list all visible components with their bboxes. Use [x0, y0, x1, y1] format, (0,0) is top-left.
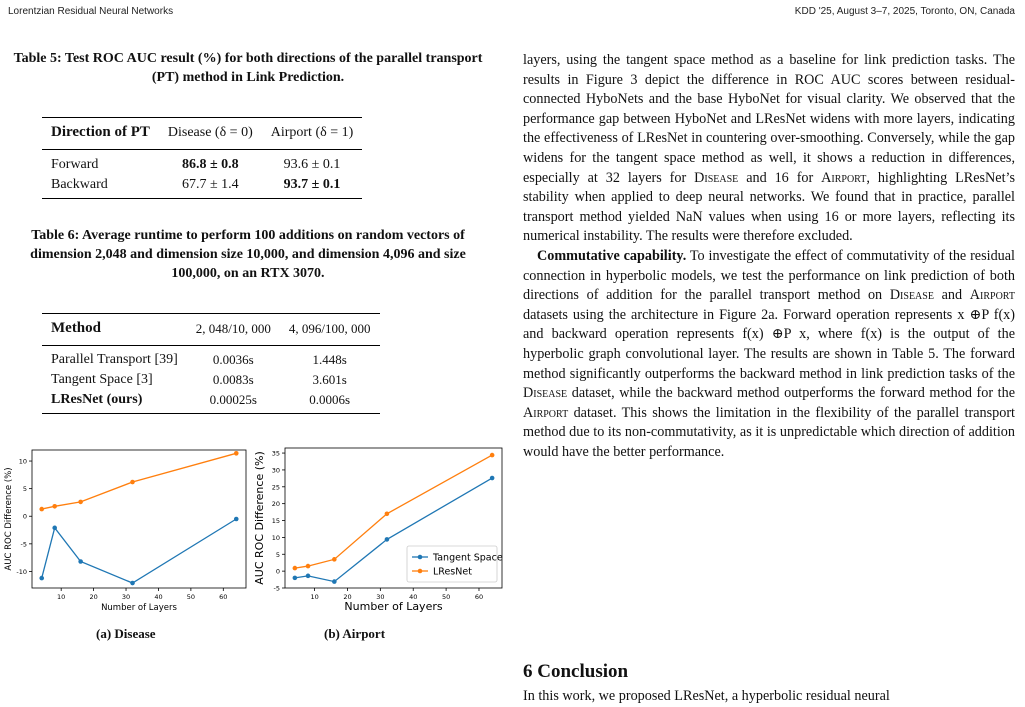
x-tick-label: 40 [409, 593, 418, 601]
chart-airport [250, 440, 515, 618]
x-axis-label: Number of Layers [344, 600, 443, 613]
dataset-name: Airport [523, 404, 569, 421]
legend-label: Tangent Space [433, 552, 503, 564]
x-tick-label: 10 [310, 593, 319, 601]
data-point [39, 576, 44, 581]
y-tick-label: 25 [271, 483, 280, 492]
table6-header: 2, 048/10, 000 [195, 320, 271, 336]
dataset-name: Disease [523, 385, 568, 402]
y-tick-label: -5 [273, 584, 280, 593]
y-tick-label: 20 [271, 500, 280, 509]
x-tick-label: 40 [154, 593, 163, 601]
legend-label: LResNet [433, 566, 472, 578]
text-run: dataset, while the backward method outperforms the forward method for the [567, 385, 1015, 402]
table6-caption: Table 6: Average runtime to perform 100 additions on random vectors of dimension 2,048 and dimension size 10,000, and dimension 4,096 and size 100,000, on an RTX 3070. [30, 228, 466, 281]
table-row [42, 175, 362, 199]
paragraph [523, 247, 1015, 463]
table6-cell: Tangent Space [3] [51, 372, 153, 387]
y-axis-label: AUC ROC Difference (%) [253, 451, 266, 585]
data-point [385, 537, 390, 542]
y-tick-label: 30 [271, 466, 280, 475]
data-point [130, 581, 135, 586]
data-point [234, 451, 239, 456]
dataset-name: Airport [969, 287, 1015, 304]
data-point [306, 574, 311, 579]
subcaption-b: (b) Airport [324, 626, 386, 641]
data-point [78, 500, 83, 505]
legend-marker [418, 555, 423, 560]
subcaption-a: (a) Disease [96, 626, 156, 641]
text-run: To investigate the effect of commutativity of the residual connection in hyperbolic models, we test the performance on link prediction of both directions of addition for the parallel transport method on [523, 247, 1015, 304]
table6-cell: 0.0036s [212, 352, 254, 367]
table5-header: Direction of PT [51, 124, 150, 140]
table6-cell: 0.0083s [212, 372, 254, 387]
x-tick-label: 30 [121, 593, 131, 601]
text-run: , highlighting LResNet’s stability when applied to deep neural networks. We found that in practice, parallel transport method yielded NaN values when using 16 or more layers, reflecting its numerical instability. The results were therefore excluded. [523, 169, 1016, 245]
y-tick-label: 10 [18, 457, 27, 466]
table5-header: Airport (δ = 1) [270, 124, 354, 140]
table6-header: 4, 096/100, 000 [288, 320, 371, 336]
data-point [52, 526, 57, 531]
data-point [332, 557, 337, 562]
plot-frame [32, 450, 246, 588]
text-run: and 16 for [738, 169, 822, 186]
y-tick-label: -5 [20, 540, 27, 549]
table5-cell: 86.8 ± 0.8 [181, 157, 239, 172]
table6-cell: Parallel Transport [39] [51, 352, 178, 367]
x-tick-label: 30 [376, 593, 385, 601]
dataset-name: Disease [694, 169, 739, 186]
x-tick-label: 50 [441, 593, 451, 601]
running-header-right: KDD '25, August 3–7, 2025, Toronto, ON, Canada [794, 6, 1015, 17]
y-tick-label: 5 [22, 485, 27, 494]
paragraph [523, 51, 1015, 247]
table6-cell: LResNet (ours) [51, 392, 143, 407]
data-point [490, 476, 495, 481]
series-line-tangent-space [42, 519, 237, 583]
x-tick-label: 20 [89, 593, 98, 601]
table5-header: Disease (δ = 0) [167, 124, 253, 140]
table5-cell: 93.7 ± 0.1 [283, 177, 341, 192]
y-tick-label: 15 [271, 517, 280, 526]
y-tick-label: -10 [16, 567, 27, 576]
table5-cell: Backward [51, 177, 108, 192]
table5-cell: 67.7 ± 1.4 [181, 177, 239, 192]
y-tick-label: 10 [271, 533, 280, 542]
data-point [78, 559, 83, 564]
table6 [42, 313, 380, 414]
text-run: and [933, 287, 970, 304]
section-heading: 6 Conclusion [523, 661, 629, 682]
table5-cell: Forward [51, 157, 99, 172]
data-point [332, 579, 337, 584]
y-tick-label: 0 [275, 567, 280, 576]
text-run: dataset. This shows the limitation in the flexibility of the parallel transport method due to its non-commutativity, as it is unpredictable which direction of addition would have the better performance. [523, 404, 1015, 460]
data-point [234, 517, 239, 522]
x-tick-label: 50 [186, 593, 196, 601]
y-axis-label: AUC ROC Difference (%) [4, 467, 14, 571]
y-tick-label: 0 [22, 512, 27, 521]
text-run: datasets using the architecture in Figure 2a. Forward operation represents x ⊕P f(x) and backward operation represents f(x) ⊕P x, where f(x) is the output of the hyperbolic graph convolutional layer. The results are shown in Table 5. The forward method significantly outperforms the backward method in link prediction tasks of the [523, 306, 1015, 382]
table5-caption: Table 5: Test ROC AUC result (%) for both directions of the parallel transport (PT) method in Link Prediction. [13, 51, 483, 85]
data-point [490, 453, 495, 458]
dataset-name: Disease [889, 287, 934, 304]
x-tick-label: 60 [474, 593, 484, 601]
table6-header: Method [51, 320, 101, 336]
table-row [42, 390, 380, 414]
text-run: layers, using the tangent space method as a baseline for link prediction tasks. The results in Figure 3 depict the difference in ROC AUC scores between residual-connected HyboNets and the base HyboNet for visual clarity. We observed that the performance gap between HyboNet and LResNet widens with more layers, indicating the effectiveness of LResNet in countering over-smoothing. Conversely, while the gap widens for the tangent space method as well, it shows a reduction in differences, especially at 32 layers for [523, 52, 1015, 186]
data-point [385, 511, 390, 516]
table6-cell: 0.00025s [209, 392, 257, 407]
table6-cell: 0.0006s [309, 392, 351, 407]
x-tick-label: 20 [343, 593, 352, 601]
paragraph-heading: Commutative capability. [537, 247, 687, 264]
x-tick-label: 60 [219, 593, 228, 601]
table6-cell: 3.601s [312, 372, 347, 387]
table-row [42, 346, 380, 371]
y-tick-label: 5 [275, 550, 280, 559]
x-axis-label: Number of Layers [101, 603, 177, 613]
data-point [52, 504, 57, 509]
body-text-tail: In this work, we proposed LResNet, a hyperbolic residual neural [523, 688, 890, 704]
data-point [306, 564, 311, 569]
y-tick-label: 35 [271, 449, 280, 458]
data-point [293, 566, 298, 571]
data-point [130, 480, 135, 485]
legend-marker [418, 569, 423, 574]
x-tick-label: 10 [57, 593, 66, 601]
data-point [39, 507, 44, 512]
dataset-name: Airport [821, 169, 867, 186]
table5 [42, 117, 362, 199]
body-text [523, 51, 1015, 462]
running-header-left: Lorentzian Residual Neural Networks [8, 6, 174, 17]
data-point [293, 576, 298, 581]
series-line-lresnet [42, 453, 237, 509]
table-row [42, 370, 380, 390]
table6-cell: 1.448s [312, 352, 347, 367]
chart-disease [0, 440, 250, 618]
table5-cell: 93.6 ± 0.1 [283, 157, 341, 172]
table-row [42, 150, 362, 176]
